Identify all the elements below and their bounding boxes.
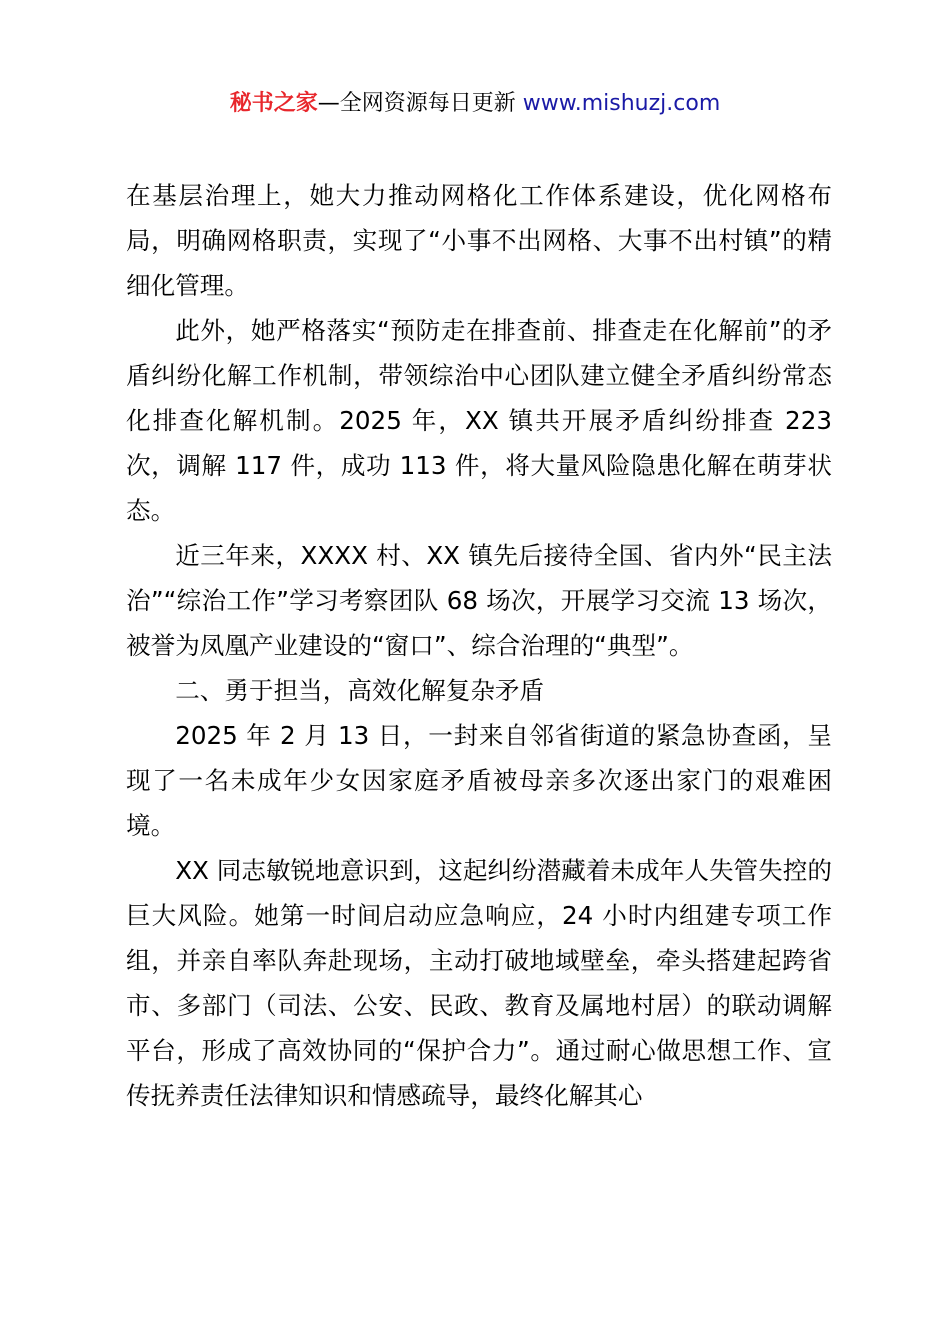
paragraph-study-visits: 近三年来，XXXX 村、XX 镇先后接待全国、省内外“民主法治”“综治工作”学习考察团队 68 场次，开展学习交流 13 场次，被誉为凤凰产业建设的“窗口”、综合治理的“典型”。 [126, 541, 832, 660]
header-tagline: —全网资源每日更新 [317, 91, 523, 116]
section-heading: 二、勇于担当，高效化解复杂矛盾 [175, 676, 545, 705]
paragraph-grid-governance: 在基层治理上，她大力推动网格化工作体系建设，优化网格布局，明确网格职责，实现了“小事不出网格、大事不出村镇”的精细化管理。 [126, 181, 832, 300]
header-url-link[interactable]: www.mishuzj.com [522, 91, 721, 116]
page-header [0, 88, 950, 120]
document-body [126, 173, 832, 1118]
paragraph-case-letter: 2025 年 2 月 13 日，一封来自邻省街道的紧急协查函，呈现了一名未成年少女因家庭矛盾被母亲多次逐出家门的艰难困境。 [126, 721, 832, 840]
paragraph-dispute-mechanism: 此外，她严格落实“预防走在排查前、排查走在化解前”的矛盾纠纷化解工作机制，带领综治中心团队建立健全矛盾纠纷常态化排查化解机制。2025 年，XX 镇共开展矛盾纠纷排查 223 次，调解 117 件，成功 113 件，将大量风险隐患化解在萌芽状态。 [126, 316, 832, 525]
paragraph-case-response: XX 同志敏锐地意识到，这起纠纷潜藏着未成年人失管失控的巨大风险。她第一时间启动应急响应，24 小时内组建专项工作组，并亲自率队奔赴现场，主动打破地域壁垒，牵头搭建起跨省市、多部门（司法、公安、民政、教育及属地村居）的联动调解平台，形成了高效协同的“保护合力”。通过耐心做思想工作、宣传抚养责任法律知识和情感疏导，最终化解其心 [126, 856, 832, 1110]
brand-name: 秘书之家 [229, 91, 318, 116]
